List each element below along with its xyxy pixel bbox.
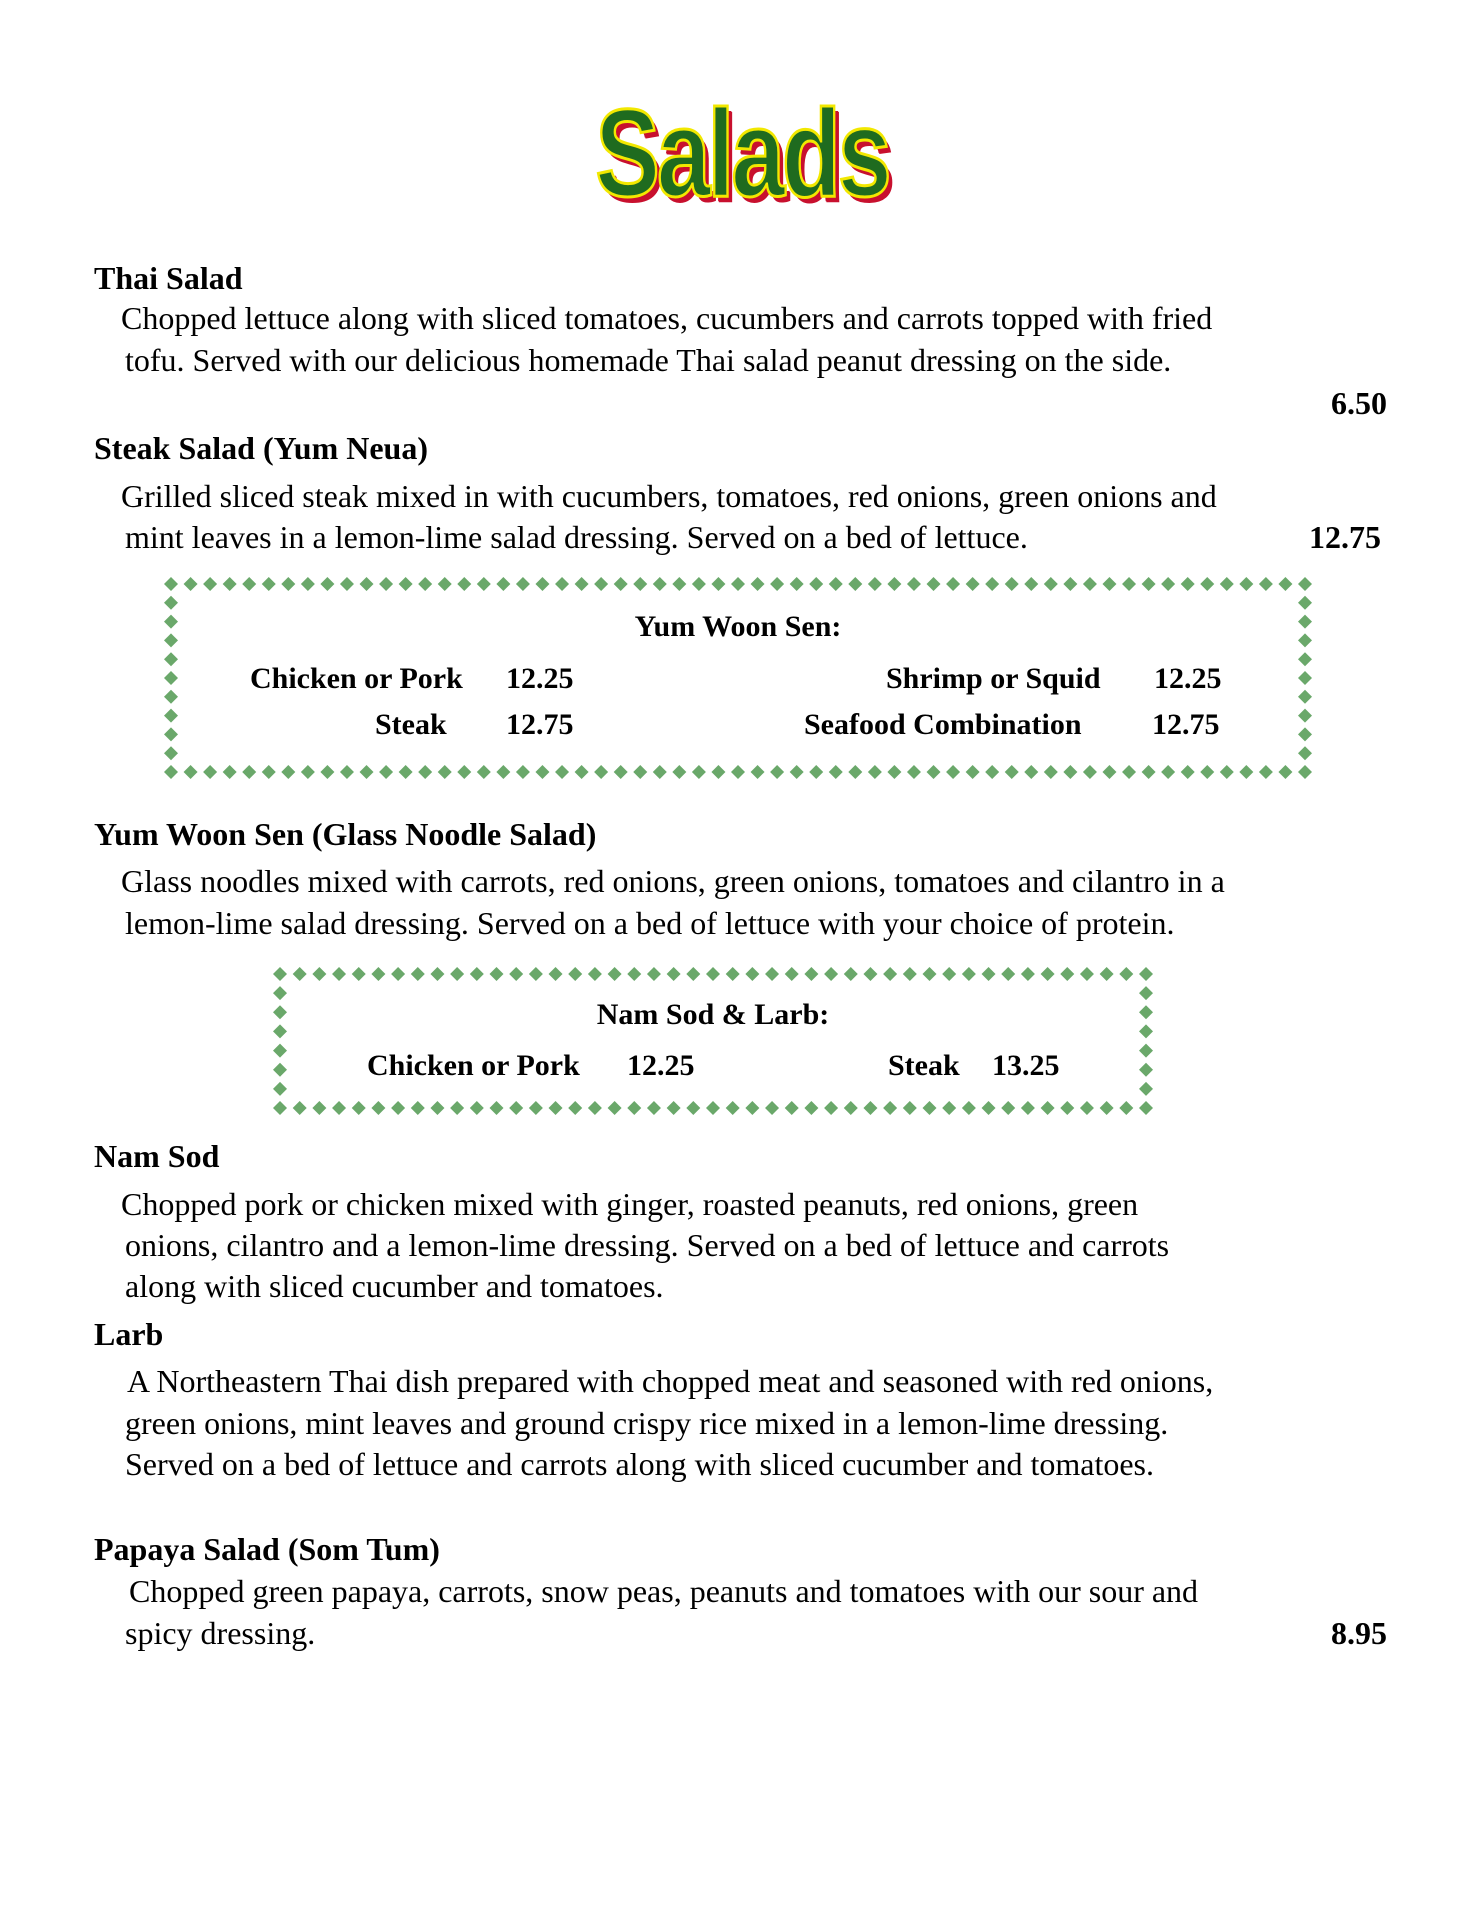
diamond-dot: [1063, 765, 1077, 779]
diamond-dot: [946, 765, 960, 779]
diamond-dot: [1119, 1101, 1133, 1115]
diamond-dot: [273, 1063, 287, 1077]
item-price-thai-salad: 6.50: [1331, 385, 1387, 421]
diamond-dot: [923, 1101, 937, 1115]
diamond-dot: [1139, 1044, 1153, 1058]
diamond-dot: [982, 1101, 996, 1115]
diamond-dot: [868, 577, 882, 591]
diamond-dot: [883, 1101, 897, 1115]
diamond-dot: [293, 1101, 307, 1115]
diamond-dot: [907, 765, 921, 779]
diamond-dot: [653, 765, 667, 779]
diamond-dot: [726, 1101, 740, 1115]
diamond-dot: [332, 1101, 346, 1115]
diamond-dot: [1021, 1101, 1035, 1115]
page-title: Salads: [595, 85, 889, 223]
diamond-dot: [883, 967, 897, 981]
diamond-dot: [555, 765, 569, 779]
diamond-dot: [790, 577, 804, 591]
item-name-larb: Larb: [94, 1316, 164, 1352]
diamond-dot: [1139, 1101, 1153, 1115]
diamond-dot: [686, 1101, 700, 1115]
diamond-dot: [262, 765, 276, 779]
item-desc-papaya-salad-2: spicy dressing.: [125, 1615, 316, 1651]
diamond-dot: [667, 1101, 681, 1115]
diamond-dot: [1259, 577, 1273, 591]
diamond-dot: [1259, 765, 1273, 779]
diamond-dot: [765, 967, 779, 981]
diamond-dot: [164, 727, 178, 741]
diamond-dot: [745, 967, 759, 981]
diamond-dot: [985, 765, 999, 779]
diamond-dot: [627, 1101, 641, 1115]
diamond-dot: [411, 967, 425, 981]
diamond-dot: [418, 765, 432, 779]
diamond-dot: [588, 1101, 602, 1115]
diamond-dot: [1142, 577, 1156, 591]
item-desc-nam-sod-3: along with sliced cucumber and tomatoes.: [125, 1268, 664, 1304]
diamond-dot: [627, 967, 641, 981]
diamond-dot: [887, 577, 901, 591]
diamond-dot: [568, 967, 582, 981]
diamond-dot: [962, 1101, 976, 1115]
box-label-chicken-pork: Chicken or Pork: [367, 1049, 580, 1082]
diamond-dot: [262, 577, 276, 591]
diamond-dot: [653, 577, 667, 591]
diamond-dot: [844, 1101, 858, 1115]
diamond-dot: [608, 1101, 622, 1115]
diamond-dot: [1122, 765, 1136, 779]
diamond-dot: [549, 967, 563, 981]
diamond-dot: [1161, 577, 1175, 591]
diamond-dot: [829, 765, 843, 779]
item-name-yum-woon-sen: Yum Woon Sen (Glass Noodle Salad): [94, 816, 597, 852]
diamond-dot: [1239, 577, 1253, 591]
diamond-dot: [1139, 1063, 1153, 1077]
box-price-steak: 13.25: [992, 1049, 1060, 1082]
diamond-dot: [1024, 765, 1038, 779]
diamond-dot: [312, 1101, 326, 1115]
diamond-dot: [360, 577, 374, 591]
diamond-dot: [848, 577, 862, 591]
diamond-dot: [1298, 709, 1312, 723]
diamond-dot: [647, 967, 661, 981]
diamond-dot: [868, 765, 882, 779]
diamond-dot: [184, 765, 198, 779]
diamond-dot: [1298, 577, 1312, 591]
box-label-steak: Steak: [375, 708, 447, 741]
diamond-dot: [726, 967, 740, 981]
diamond-dot: [332, 967, 346, 981]
diamond-dot: [490, 967, 504, 981]
diamond-dot: [751, 765, 765, 779]
diamond-dot: [608, 967, 622, 981]
item-price-papaya-salad: 8.95: [1331, 1615, 1387, 1651]
diamond-dot: [391, 967, 405, 981]
diamond-dot: [535, 765, 549, 779]
diamond-dot: [1142, 765, 1156, 779]
diamond-dot: [1298, 652, 1312, 666]
box-label-chicken-pork: Chicken or Pork: [250, 662, 463, 695]
diamond-dot: [457, 765, 471, 779]
diamond-dot: [824, 967, 838, 981]
item-desc-nam-sod-2: onions, cilantro and a lemon-lime dressing. Served on a bed of lettuce and carrots: [125, 1227, 1170, 1263]
diamond-dot: [1060, 967, 1074, 981]
diamond-dot: [1080, 1101, 1094, 1115]
diamond-dot: [1181, 577, 1195, 591]
price-box-yum-woon-sen: [163, 576, 1313, 780]
diamond-dot: [1005, 765, 1019, 779]
diamond-dot: [352, 967, 366, 981]
diamond-dot: [496, 765, 510, 779]
diamond-dot: [804, 967, 818, 981]
diamond-dot: [863, 967, 877, 981]
diamond-dot: [1044, 765, 1058, 779]
diamond-dot: [1100, 967, 1114, 981]
diamond-dot: [391, 1101, 405, 1115]
diamond-dot: [301, 765, 315, 779]
diamond-dot: [450, 967, 464, 981]
diamond-dot: [575, 577, 589, 591]
diamond-dot: [927, 577, 941, 591]
diamond-dot: [946, 577, 960, 591]
diamond-dot: [273, 1082, 287, 1096]
diamond-dot: [164, 596, 178, 610]
diamond-dot: [371, 967, 385, 981]
diamond-dot: [923, 967, 937, 981]
diamond-dot: [340, 765, 354, 779]
diamond-dot: [411, 1101, 425, 1115]
diamond-dot: [692, 577, 706, 591]
diamond-dot: [320, 765, 334, 779]
diamond-dot: [706, 1101, 720, 1115]
diamond-dot: [1220, 577, 1234, 591]
diamond-dot: [745, 1101, 759, 1115]
diamond-dot: [516, 577, 530, 591]
diamond-dot: [731, 577, 745, 591]
diamond-dot: [203, 577, 217, 591]
diamond-dot: [418, 577, 432, 591]
diamond-dot: [966, 765, 980, 779]
diamond-dot: [985, 577, 999, 591]
diamond-dot: [509, 1101, 523, 1115]
diamond-dot: [962, 967, 976, 981]
box-title-yum-woon-sen: Yum Woon Sen:: [634, 610, 842, 643]
diamond-dot: [477, 577, 491, 591]
diamond-dot: [496, 577, 510, 591]
diamond-dot: [731, 765, 745, 779]
diamond-dot: [1005, 577, 1019, 591]
item-name-papaya-salad: Papaya Salad (Som Tum): [94, 1531, 440, 1567]
item-name-thai-salad: Thai Salad: [94, 260, 243, 296]
diamond-dot: [804, 1101, 818, 1115]
diamond-dot: [1024, 577, 1038, 591]
diamond-dot: [223, 765, 237, 779]
diamond-dot: [281, 765, 295, 779]
diamond-dot: [516, 765, 530, 779]
diamond-dot: [1001, 1101, 1015, 1115]
diamond-dot: [1298, 690, 1312, 704]
item-desc-larb-1: A Northeastern Thai dish prepared with chopped meat and seasoned with red onions,: [127, 1363, 1214, 1399]
item-desc-larb-3: Served on a bed of lettuce and carrots along with sliced cucumber and tomatoes.: [125, 1446, 1154, 1482]
diamond-dot: [1298, 671, 1312, 685]
diamond-dot: [863, 1101, 877, 1115]
box-price-chicken-pork: 12.25: [506, 662, 574, 695]
diamond-dot: [672, 765, 686, 779]
diamond-dot: [509, 967, 523, 981]
diamond-dot: [535, 577, 549, 591]
price-box-nam-sod-larb: [272, 966, 1154, 1116]
diamond-dot: [903, 1101, 917, 1115]
diamond-dot: [1044, 577, 1058, 591]
diamond-dot: [966, 577, 980, 591]
diamond-dot: [529, 967, 543, 981]
diamond-dot: [785, 1101, 799, 1115]
diamond-dot: [438, 765, 452, 779]
diamond-dot: [1080, 967, 1094, 981]
diamond-dot: [575, 765, 589, 779]
box-price-shrimp-squid: 12.25: [1154, 662, 1222, 695]
diamond-dot: [399, 577, 413, 591]
diamond-dot: [1102, 765, 1116, 779]
diamond-dot: [887, 765, 901, 779]
diamond-dot: [765, 1101, 779, 1115]
diamond-dot: [1083, 765, 1097, 779]
diamond-dot: [273, 967, 287, 981]
diamond-dot: [549, 1101, 563, 1115]
item-desc-yum-woon-sen-2: lemon-lime salad dressing. Served on a bed of lettuce with your choice of protein.: [125, 905, 1175, 941]
diamond-dot: [1298, 765, 1312, 779]
diamond-dot: [686, 967, 700, 981]
item-desc-thai-salad-2: tofu. Served with our delicious homemade Thai salad peanut dressing on the side.: [125, 342, 1172, 378]
diamond-dot: [320, 577, 334, 591]
diamond-dot: [672, 577, 686, 591]
diamond-dot: [809, 765, 823, 779]
diamond-dot: [242, 765, 256, 779]
diamond-dot: [1041, 1101, 1055, 1115]
item-desc-nam-sod-1: Chopped pork or chicken mixed with ginger, roasted peanuts, red onions, green: [121, 1186, 1139, 1222]
diamond-dot: [1298, 746, 1312, 760]
diamond-border: [272, 966, 1154, 1116]
diamond-dot: [588, 967, 602, 981]
item-desc-steak-salad-2: mint leaves in a lemon-lime salad dressing. Served on a bed of lettuce.: [125, 519, 1028, 555]
diamond-dot: [223, 577, 237, 591]
diamond-dot: [184, 577, 198, 591]
diamond-dot: [1063, 577, 1077, 591]
diamond-dot: [164, 709, 178, 723]
diamond-dot: [430, 1101, 444, 1115]
diamond-dot: [399, 765, 413, 779]
diamond-dot: [470, 1101, 484, 1115]
box-title-nam-sod-larb: Nam Sod & Larb:: [596, 998, 830, 1031]
diamond-dot: [555, 577, 569, 591]
diamond-dot: [647, 1101, 661, 1115]
diamond-dot: [164, 765, 178, 779]
diamond-dot: [594, 577, 608, 591]
item-price-steak-salad: 12.75: [1309, 519, 1381, 555]
diamond-dot: [982, 967, 996, 981]
diamond-dot: [568, 1101, 582, 1115]
diamond-dot: [1220, 765, 1234, 779]
diamond-dot: [751, 577, 765, 591]
diamond-dot: [1181, 765, 1195, 779]
diamond-dot: [824, 1101, 838, 1115]
diamond-dot: [927, 765, 941, 779]
diamond-dot: [667, 967, 681, 981]
diamond-dot: [1139, 1082, 1153, 1096]
diamond-dot: [809, 577, 823, 591]
diamond-dot: [490, 1101, 504, 1115]
box-price-steak: 12.75: [506, 708, 574, 741]
diamond-dot: [1119, 967, 1133, 981]
diamond-dot: [1200, 577, 1214, 591]
diamond-dot: [438, 577, 452, 591]
diamond-dot: [1161, 765, 1175, 779]
diamond-dot: [470, 967, 484, 981]
diamond-dot: [942, 1101, 956, 1115]
diamond-dot: [1041, 967, 1055, 981]
diamond-dot: [903, 967, 917, 981]
diamond-dot: [614, 577, 628, 591]
diamond-dot: [1122, 577, 1136, 591]
item-desc-larb-2: green onions, mint leaves and ground crispy rice mixed in a lemon-lime dressing.: [125, 1405, 1169, 1441]
diamond-dot: [711, 765, 725, 779]
diamond-dot: [907, 577, 921, 591]
diamond-dot: [477, 765, 491, 779]
box-label-steak: Steak: [888, 1049, 960, 1082]
diamond-dot: [614, 765, 628, 779]
item-desc-steak-salad-1: Grilled sliced steak mixed in with cucumbers, tomatoes, red onions, green onions and: [121, 478, 1217, 514]
diamond-dot: [340, 577, 354, 591]
diamond-dot: [450, 1101, 464, 1115]
diamond-dot: [273, 1044, 287, 1058]
diamond-dot: [164, 577, 178, 591]
diamond-dot: [164, 671, 178, 685]
diamond-dot: [633, 765, 647, 779]
diamond-dot: [164, 690, 178, 704]
diamond-dot: [457, 577, 471, 591]
diamond-dot: [1083, 577, 1097, 591]
diamond-dot: [594, 765, 608, 779]
diamond-dot: [379, 765, 393, 779]
diamond-dot: [770, 765, 784, 779]
item-desc-papaya-salad-1: Chopped green papaya, carrots, snow peas, peanuts and tomatoes with our sour and: [129, 1573, 1199, 1609]
diamond-dot: [301, 577, 315, 591]
box-label-shrimp-squid: Shrimp or Squid: [886, 662, 1101, 695]
box-price-chicken-pork: 12.25: [627, 1049, 695, 1082]
diamond-dot: [790, 765, 804, 779]
diamond-dot: [1100, 1101, 1114, 1115]
item-name-nam-sod: Nam Sod: [94, 1138, 220, 1174]
diamond-dot: [1060, 1101, 1074, 1115]
diamond-dot: [371, 1101, 385, 1115]
diamond-dot: [312, 967, 326, 981]
item-desc-thai-salad-1: Chopped lettuce along with sliced tomatoes, cucumbers and carrots topped with fried: [121, 300, 1213, 336]
diamond-dot: [942, 967, 956, 981]
diamond-dot: [281, 577, 295, 591]
diamond-dot: [293, 967, 307, 981]
diamond-dot: [1278, 765, 1292, 779]
diamond-dot: [848, 765, 862, 779]
diamond-dot: [529, 1101, 543, 1115]
diamond-dot: [692, 765, 706, 779]
diamond-dot: [1021, 967, 1035, 981]
diamond-dot: [1278, 577, 1292, 591]
diamond-dot: [1298, 596, 1312, 610]
diamond-dot: [1200, 765, 1214, 779]
diamond-dot: [164, 746, 178, 760]
diamond-dot: [706, 967, 720, 981]
diamond-dot: [1298, 727, 1312, 741]
diamond-dot: [785, 967, 799, 981]
diamond-dot: [203, 765, 217, 779]
diamond-dot: [352, 1101, 366, 1115]
diamond-dot: [164, 652, 178, 666]
diamond-dot: [1001, 967, 1015, 981]
diamond-dot: [844, 967, 858, 981]
diamond-dot: [273, 1101, 287, 1115]
diamond-dot: [1139, 967, 1153, 981]
diamond-dot: [1239, 765, 1253, 779]
diamond-dot: [242, 577, 256, 591]
box-label-seafood: Seafood Combination: [804, 708, 1082, 741]
diamond-dot: [711, 577, 725, 591]
diamond-dot: [633, 577, 647, 591]
diamond-dot: [430, 967, 444, 981]
diamond-dot: [829, 577, 843, 591]
diamond-dot: [379, 577, 393, 591]
item-name-steak-salad: Steak Salad (Yum Neua): [94, 430, 428, 466]
diamond-dot: [1102, 577, 1116, 591]
item-desc-yum-woon-sen-1: Glass noodles mixed with carrots, red onions, green onions, tomatoes and cilantro in a: [121, 863, 1225, 899]
diamond-dot: [770, 577, 784, 591]
diamond-dot: [360, 765, 374, 779]
box-price-seafood: 12.75: [1152, 708, 1220, 741]
